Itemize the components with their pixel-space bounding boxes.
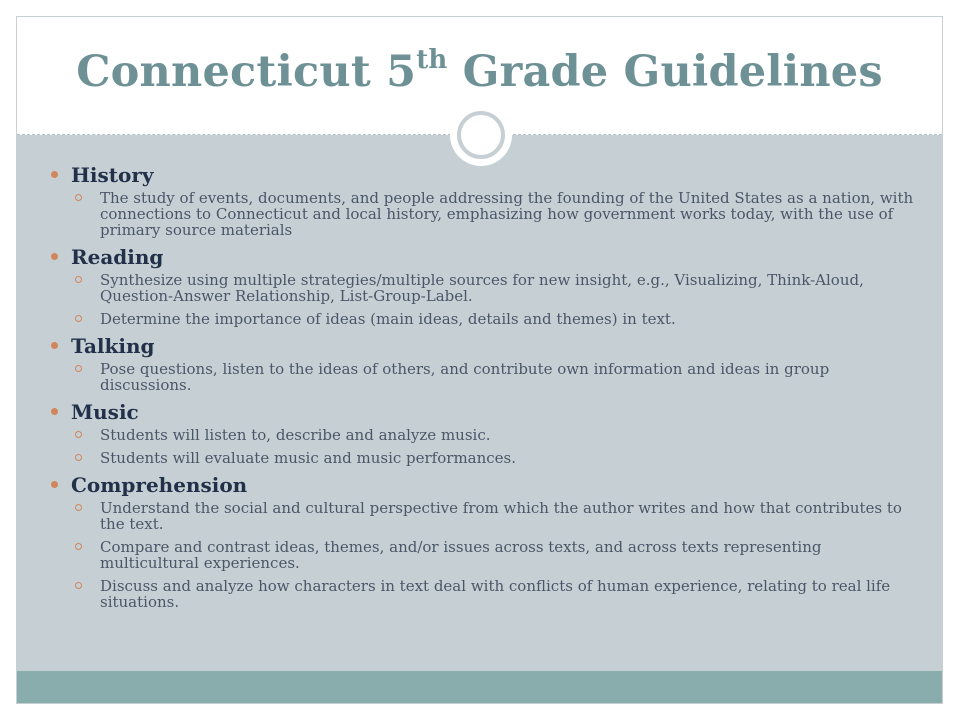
list-item <box>39 578 919 610</box>
section-heading <box>39 400 919 424</box>
footer-bar <box>17 671 942 704</box>
title-superscript: th <box>416 45 448 75</box>
item-text: Pose questions, listen to the ideas of others, and contribute own information and ideas in group discussions. <box>100 360 830 394</box>
bullet-ring-icon <box>75 543 82 550</box>
heading-text: Music <box>71 400 139 424</box>
bullet-ring-icon <box>75 504 82 511</box>
section-talking <box>39 334 919 393</box>
section-reading <box>39 245 919 327</box>
bullet-dot-icon <box>51 481 58 488</box>
item-list <box>39 427 919 466</box>
list-item <box>39 190 919 238</box>
item-text: The study of events, documents, and people addressing the founding of the United States as a nation, with connections to Connecticut and local history, emphasizing how government works today, with the use of primary source materials <box>100 189 914 239</box>
item-list <box>39 500 919 610</box>
item-text: Compare and contrast ideas, themes, and/or issues across texts, and across texts representing multicultural experiences. <box>100 538 822 572</box>
list-item <box>39 272 919 304</box>
heading-text: History <box>71 163 154 187</box>
list-item <box>39 361 919 393</box>
bullet-content <box>39 163 919 617</box>
item-list <box>39 361 919 393</box>
heading-text: Comprehension <box>71 473 248 497</box>
circle-ring <box>457 111 505 159</box>
bullet-dot-icon <box>51 253 58 260</box>
circle-ornament-icon <box>450 104 512 166</box>
heading-text: Reading <box>71 245 164 269</box>
bullet-ring-icon <box>75 454 82 461</box>
section-music <box>39 400 919 466</box>
bullet-ring-icon <box>75 365 82 372</box>
list-item <box>39 450 919 466</box>
item-list <box>39 190 919 238</box>
bullet-ring-icon <box>75 431 82 438</box>
section-heading <box>39 163 919 187</box>
bullet-ring-icon <box>75 194 82 201</box>
section-history <box>39 163 919 238</box>
slide <box>16 16 943 704</box>
slide-title <box>17 47 942 97</box>
bullet-dot-icon <box>51 408 58 415</box>
item-list <box>39 272 919 327</box>
bullet-dot-icon <box>51 342 58 349</box>
item-text: Determine the importance of ideas (main ideas, details and themes) in text. <box>100 310 676 328</box>
section-heading <box>39 245 919 269</box>
bullet-dot-icon <box>51 171 58 178</box>
list-item <box>39 500 919 532</box>
list-item <box>39 539 919 571</box>
title-suffix: Grade Guidelines <box>447 47 883 97</box>
item-text: Discuss and analyze how characters in text deal with conflicts of human experience, relating to real life situations. <box>100 577 891 611</box>
heading-text: Talking <box>71 334 155 358</box>
bullet-ring-icon <box>75 315 82 322</box>
section-heading <box>39 334 919 358</box>
list-item <box>39 427 919 443</box>
item-text: Synthesize using multiple strategies/multiple sources for new insight, e.g., Visualizing, Think-Aloud, Question-Answer Relationship, List-Group-Label. <box>100 271 864 305</box>
list-item <box>39 311 919 327</box>
item-text: Students will evaluate music and music performances. <box>100 449 517 467</box>
item-text: Students will listen to, describe and analyze music. <box>100 426 491 444</box>
section-comprehension <box>39 473 919 610</box>
item-text: Understand the social and cultural perspective from which the author writes and how that contributes to the text. <box>100 499 902 533</box>
bullet-ring-icon <box>75 276 82 283</box>
bullet-ring-icon <box>75 582 82 589</box>
section-heading <box>39 473 919 497</box>
title-prefix: Connecticut 5 <box>76 47 417 97</box>
